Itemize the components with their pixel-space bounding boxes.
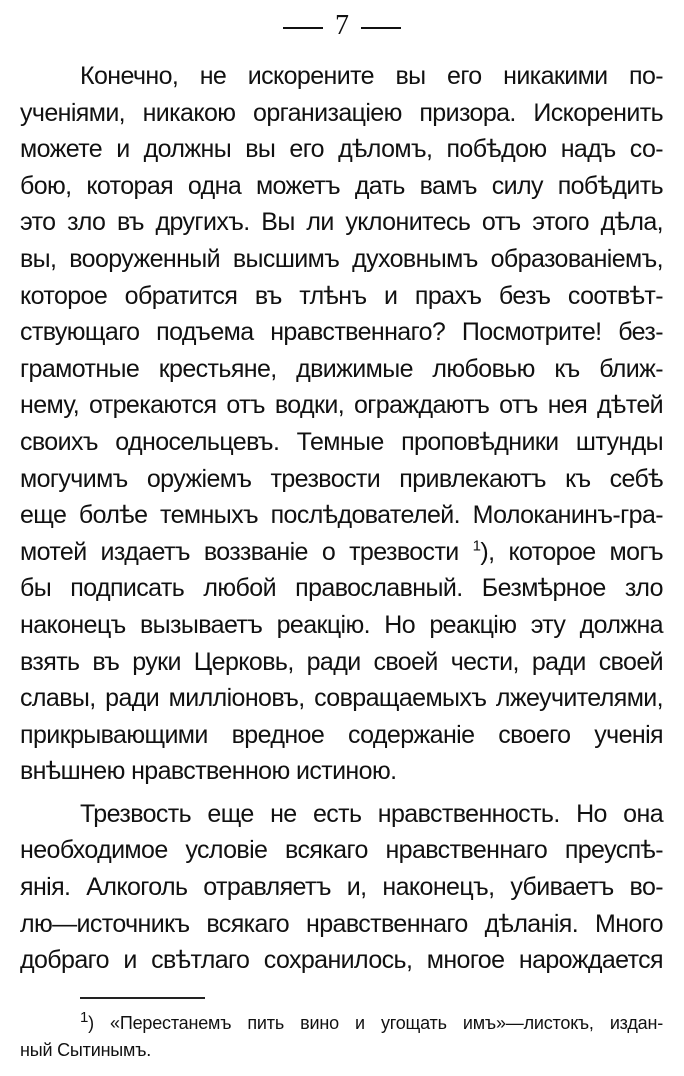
text-line-with-footnote-ref xyxy=(20,534,663,571)
body-text xyxy=(20,58,663,979)
text-line: прикрывающими вредное содержаніе своего ученія xyxy=(20,720,663,749)
footnote-text: ) «Перестанемъ пить вино и угощать имъ»—листокъ, издан- xyxy=(88,1013,663,1033)
text-line: славы, ради милліоновъ, совращаемыхъ лжеучителями, xyxy=(20,684,663,713)
text-line: бы подписать любой православный. Безмѣрное зло xyxy=(20,574,663,603)
text-line: янія. Алкоголь отравляетъ и, наконецъ, убиваетъ во- xyxy=(20,873,663,902)
page-header xyxy=(0,8,684,44)
text-line: наконецъ вызываетъ реакцію. Но реакцію эту должна xyxy=(20,610,663,639)
paragraph-1 xyxy=(20,58,663,790)
text-fragment: мотей издаетъ воззваніе о трезвости xyxy=(20,537,459,566)
text-line: ученіями, никакою организаціею призора. Искоренить xyxy=(20,98,663,127)
footnote-marker: 1 xyxy=(80,1009,89,1026)
header-dash-right xyxy=(361,27,401,29)
text-line: лю—источникъ всякаго нравственнаго дѣланія. Много xyxy=(20,909,663,938)
text-line: добраго и свѣтлаго сохранилось, многое нарождается xyxy=(20,946,663,975)
text-fragment: ), которое могъ xyxy=(480,537,663,566)
page-number: 7 xyxy=(335,10,349,41)
text-line: можете и должны вы его дѣломъ, побѣдою надъ со- xyxy=(20,135,663,164)
text-line: своихъ односельцевъ. Темные проповѣдники штунды xyxy=(20,427,663,456)
footnote xyxy=(20,1010,663,1064)
text-line: бою, которая одна можетъ дать вамъ силу побѣдить xyxy=(20,171,663,200)
text-line: еще болѣе темныхъ послѣдователей. Молоканинъ-гра- xyxy=(20,501,663,530)
text-line: которое обратится въ тлѣнъ и прахъ безъ соотвѣт- xyxy=(20,281,663,310)
text-line: взять въ руки Церковь, ради своей чести, ради своей xyxy=(20,647,663,676)
text-line: необходимое условіе всякаго нравственнаго преуспѣ- xyxy=(20,836,663,865)
text-line: внѣшнею нравственною истиною. xyxy=(20,757,397,786)
text-line: вы, вооруженный высшимъ духовнымъ образованіемъ, xyxy=(20,244,663,273)
text-line: ствующаго подъема нравственнаго? Посмотрите! без- xyxy=(20,318,663,347)
text-line: это зло въ другихъ. Вы ли уклонитесь отъ этого дѣла, xyxy=(20,208,663,237)
text-line: нему, отрекаются отъ водки, ограждаютъ отъ нея дѣтей xyxy=(20,391,663,420)
header-dash-left xyxy=(283,27,323,29)
footnote-line xyxy=(20,1010,663,1037)
footnote-divider xyxy=(80,997,205,999)
text-line: Трезвость еще не есть нравственность. Но она xyxy=(80,799,663,828)
text-line: Конечно, не искорените вы его никакими по- xyxy=(80,62,663,90)
text-line: могучимъ оружіемъ трезвости привлекаютъ къ себѣ xyxy=(20,464,663,493)
text-line: грамотные крестьяне, движимые любовью къ ближ- xyxy=(20,354,663,383)
footnote-reference: 1 xyxy=(472,537,481,555)
footnote-line: ный Сытинымъ. xyxy=(20,1040,152,1060)
paragraph-2 xyxy=(20,796,663,979)
